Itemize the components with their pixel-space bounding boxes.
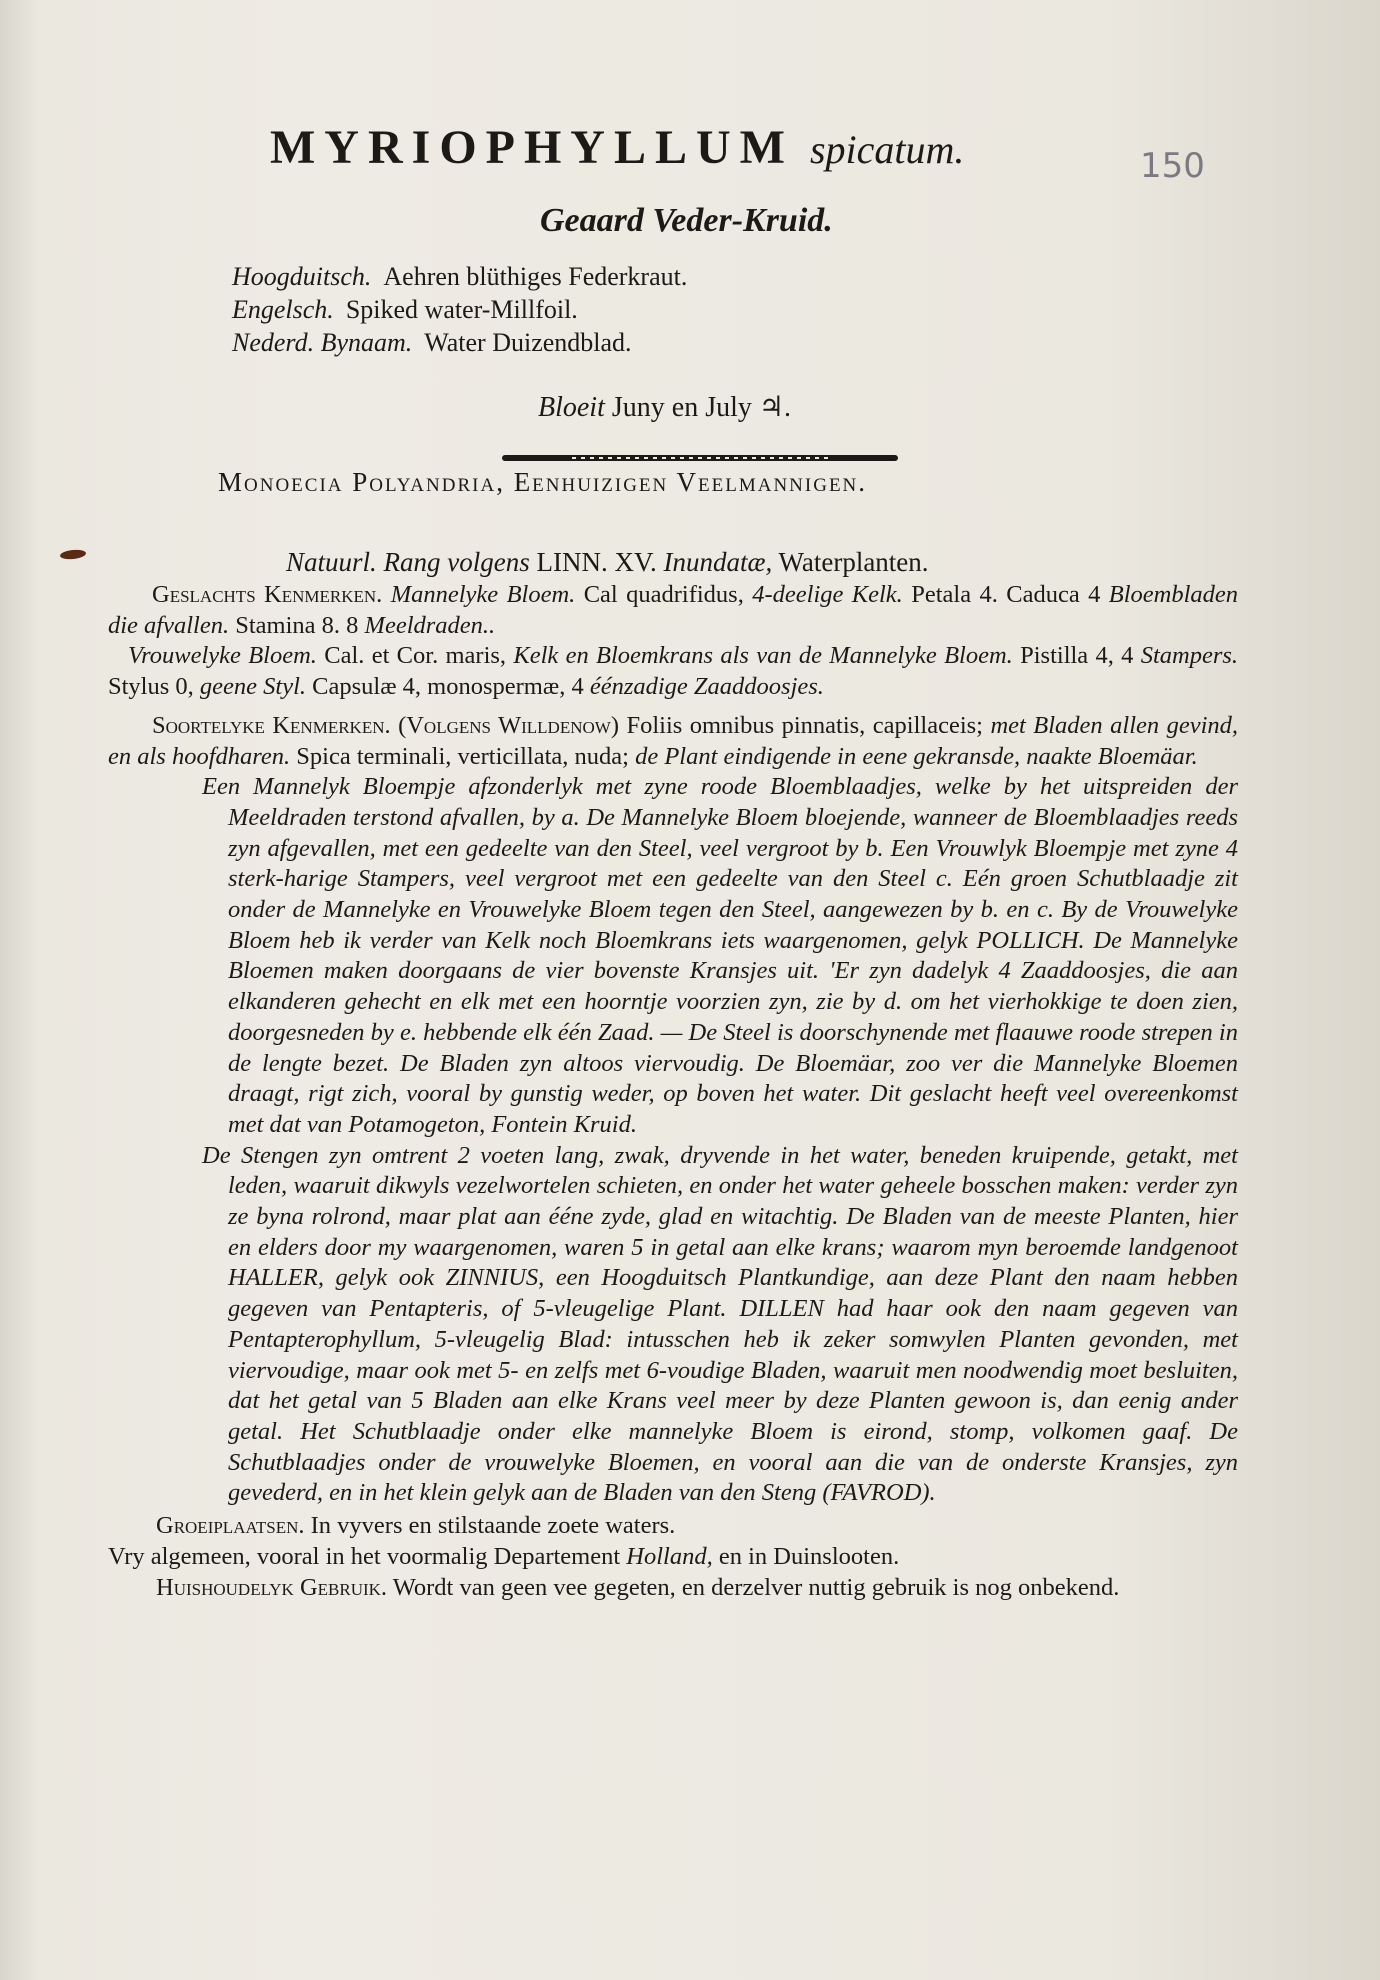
use-heading: Huishoudelyk Gebruik. <box>156 1573 388 1601</box>
genus-text-dutch: Kelk en Bloemkrans als van de Mannelyke Bloem. <box>513 642 1013 670</box>
habitat-place: Holland, <box>626 1542 713 1570</box>
synonym-line <box>232 295 578 325</box>
synonym-name: Water Duizendblad. <box>424 328 632 357</box>
synonym-name: Spiked water-Millfoil. <box>345 295 578 324</box>
species-text-latin: Spica terminali, verticillata, nuda; <box>296 742 629 770</box>
genus-text: Cal. et Cor. maris, <box>324 642 507 670</box>
flowering-label: Bloeit <box>538 392 605 423</box>
species-source: (Volgens Willdenow) <box>398 711 619 739</box>
genus-text-dutch: Bloembladen die afvallen. <box>108 581 1239 639</box>
rank-author: LINN. XV. <box>536 547 657 577</box>
rank-translation: Waterplanten. <box>778 547 929 577</box>
genus-text: Stylus 0, <box>108 673 194 701</box>
genus-text-dutch: éénzadige Zaaddoosjes. <box>589 673 824 701</box>
genus-text-dutch: Stampers. <box>1140 642 1239 670</box>
pencil-page-number: 150 <box>1140 146 1205 186</box>
species-text-dutch: met Bladen allen gevind, en als hoofdharen. <box>108 711 1239 770</box>
species-name: spicatum. <box>809 127 965 172</box>
synonym-language: Nederd. Bynaam. <box>232 328 413 357</box>
male-flower-label: Mannelyke Bloem. <box>390 581 576 608</box>
genus-characters-heading: Geslachts Kenmerken. <box>152 581 383 608</box>
title-row <box>270 120 1210 175</box>
rank-order: Inundatæ, <box>663 547 773 577</box>
synonym-language: Hoogduitsch. <box>232 262 372 291</box>
text-body <box>108 580 1238 1603</box>
ink-blot <box>60 549 87 561</box>
genus-text-dutch: geene Styl. <box>199 673 307 701</box>
common-name: Geaard Veder-Kruid. <box>540 202 833 239</box>
linnaean-classification: Monoecia Polyandria, Eenhuizigen Veelmannigen. <box>218 467 868 497</box>
genus-text: Caduca 4 <box>1006 581 1101 608</box>
synonym-line <box>232 262 687 292</box>
use-text: Wordt van geen vee gegeten, en derzelver nuttig gebruik is nog onbekend. <box>392 1573 1120 1601</box>
species-characters-heading: Soortelyke Kenmerken. <box>152 711 391 739</box>
genus-text: Capsulæ 4, monospermæ, 4 <box>312 673 584 701</box>
rank-prefix: Natuurl. Rang volgens <box>286 547 530 577</box>
synonym-language: Engelsch. <box>232 295 334 324</box>
flowering-months: Juny en July <box>611 392 752 423</box>
habitat-text-3: en in <box>718 1542 768 1570</box>
habitat-place: Duinslooten. <box>773 1542 900 1570</box>
genus-text-dutch: Meeldraden.. <box>364 611 496 639</box>
habitat-text-2: Vry algemeen, vooral in het voormalig Departement <box>108 1542 621 1570</box>
genus-text: Stamina 8. 8 <box>235 611 359 639</box>
species-characters-paragraph <box>108 711 1238 772</box>
species-text-latin: Foliis omnibus pinnatis, capillaceis; <box>626 711 983 739</box>
genus-name: MYRIOPHYLLUM <box>270 121 794 174</box>
flowering-line <box>538 390 791 424</box>
observation-paragraph: Een Mannelyk Bloempje afzonderlyk met zyne roode Bloemblaadjes, welke by het uitspreiden der Meeldraden terstond afvallen, by a. De Mannelyke Bloem bloejende, wanneer de Bloemblaadjes reeds zyn afgevallen, met een gedeelte van den Steel, veel vergroot by b. Een Vrouwlyk Bloempje met zyne 4 sterk-harige Stampers, veel vergroot met een gedeelte van den Steel c. Eén groen Schutblaadje zit onder de Mannelyke en Vrouwelyke Bloem tegen den Steel, aangewezen by b. en c. By de Vrouwelyke Bloem heb ik verder van Kelk noch Bloemkrans iets waargenomen, gelyk POLLICH. De Mannelyke Bloemen maken doorgaans de vier bovenste Kransjes uit. 'Er zyn dadelyk 4 Zaaddoosjes, die aan elkanderen gehecht en elk met een hoorntje voorzien zyn, zie by d. om het vierhokkige te doen zien, doorgesneden by e. hebbende elk één Zaad. — De Steel is doorschynende met flaauwe roode strepen in de lengte bezet. De Bladen zyn altoos viervoudig. De Bloemäar, zoo ver die Mannelyke Bloemen draagt, rigt zich, vooral by gunstig weder, op boven het water. Dit geslacht heeft veel overeenkomst met dat van Potamogeton, Fontein Kruid. <box>202 773 1238 1138</box>
species-text-dutch: de Plant eindigende in eene gekransde, naakte Bloemäar. <box>635 742 1198 770</box>
genus-text: Pistilla 4, 4 <box>1020 642 1134 670</box>
habitat-text: In vyvers en stilstaande zoete waters. <box>310 1512 676 1540</box>
perennial-symbol: ♃. <box>758 392 791 423</box>
use-paragraph <box>108 1573 1238 1604</box>
synonym-name: Aehren blüthiges Federkraut. <box>383 262 688 291</box>
natural-rank-line <box>286 547 929 578</box>
observation-paragraph: De Stengen zyn omtrent 2 voeten lang, zwak, dryvende in het water, beneden kruipende, getakt, met leden, waaruit dikwyls vezelwortelen schieten, en onder het water geheele bosschen maken: verder zyn ze byna rolrond, maar plat aan ééne zyde, glad en witachtig. De Bladen van de meeste Planten, hier en elders door my waargenomen, waren 5 in getal aan elke krans; waarom myn beroemde landgenoot HALLER, gelyk ook ZINNIUS, een Hoogduitsch Plantkundige, aan deze Plant den naam hebben gegeven van Pentapteris, of 5-vleugelige Plant. DILLEN had haar ook den naam gegeven van Pentapterophyllum, 5-vleugelig Blad: intusschen heb ik zeker somwylen Planten gevonden, met viervoudige, maar ook met 5- en zelfs met 6-voudige Bladen, waaruit men noodwendig moet besluiten, dat het getal van 5 Bladen aan elke Krans veel meer by deze Planten gewoon is, dan eenig ander getal. Het Schutblaadje onder elke mannelyke Bloem is eirond, stomp, volkomen gaaf. De Schutblaadjes onder de vrouwelyke Bloemen, en vooral aan die van de onderste Kransjes, zyn gevederd, en in het klein gelyk aan de Bladen van den Steng (FAVROD). <box>202 1141 1238 1507</box>
female-flower-label: Vrouwelyke Bloem. <box>128 642 317 670</box>
habitat-paragraph <box>108 1511 1238 1572</box>
genus-text-dutch: 4-deelige Kelk. <box>752 581 903 608</box>
genus-text: Petala 4. <box>911 581 998 608</box>
habitat-heading: Groeiplaatsen. <box>156 1512 305 1540</box>
ornamental-rule <box>502 455 898 461</box>
genus-text: Cal quadrifidus, <box>583 581 744 608</box>
synonym-line <box>232 328 632 358</box>
genus-characters-paragraph <box>108 580 1238 703</box>
